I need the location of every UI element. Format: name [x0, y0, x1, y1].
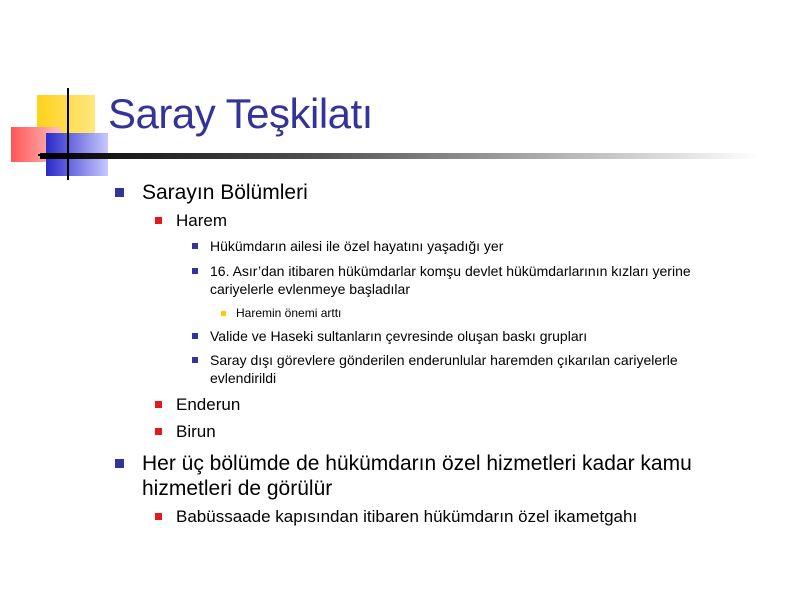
title-underline [40, 153, 760, 159]
bullet-text-line-2: hizmetleri de görülür [142, 477, 333, 500]
square-bullet-icon [221, 311, 226, 316]
bullet-16-asir [210, 262, 691, 298]
square-bullet-icon [115, 188, 124, 197]
bullet-valide-haseki [210, 327, 587, 345]
bullet-text-line-1: Saray dışı görevlere gönderilen enderunlular haremden çıkarılan cariyelerle [210, 352, 678, 368]
bullet-text: Enderun [176, 395, 241, 414]
square-bullet-icon [155, 513, 162, 520]
square-bullet-icon [192, 357, 198, 363]
bullet-birun [176, 421, 216, 442]
bullet-hukumdar-ailesi [210, 237, 503, 255]
bullet-text: Harem [176, 211, 228, 230]
square-bullet-icon [192, 243, 198, 249]
bullet-enderun [176, 394, 240, 415]
square-bullet-icon [192, 268, 198, 274]
bullet-text-line-1: 16. Asır’dan itibaren hükümdarlar komşu devlet hükümdarlarının kızları yerine [210, 263, 691, 279]
square-bullet-icon [155, 217, 162, 224]
bullet-babussaade [176, 506, 637, 527]
bullet-haremin-onemi [236, 306, 341, 321]
bullet-text: Hükümdarın ailesi ile özel hayatını yaşadığı yer [210, 238, 504, 254]
bullet-text: Birun [176, 422, 216, 441]
decorative-squares [0, 0, 120, 190]
square-bullet-icon [115, 459, 124, 468]
square-bullet-icon [192, 333, 198, 339]
slide-title: Saray Teşkilatı [108, 90, 373, 137]
bullet-text: Haremin önemi arttı [236, 306, 342, 320]
bullet-enderunlular [210, 351, 678, 387]
bullet-text: Babüssaade kapısından itibaren hükümdarın özel ikametgahı [176, 507, 638, 526]
bullet-harem [176, 210, 227, 231]
bullet-text: Valide ve Haseki sultanların çevresinde oluşan baskı grupları [210, 328, 588, 344]
bullet-saray-bolumleri [142, 180, 308, 205]
bullet-text-line-2: evlendirildi [210, 370, 277, 386]
bullet-text: Sarayın Bölümleri [142, 181, 308, 204]
square-bullet-icon [155, 428, 162, 435]
bullet-text-line-2: cariyelerle evlenmeye başladılar [210, 281, 410, 297]
bullet-text-line-1: Her üç bölümde de hükümdarın özel hizmetleri kadar kamu [142, 452, 692, 475]
square-bullet-icon [155, 401, 162, 408]
bullet-her-uc-bolum [142, 451, 692, 501]
